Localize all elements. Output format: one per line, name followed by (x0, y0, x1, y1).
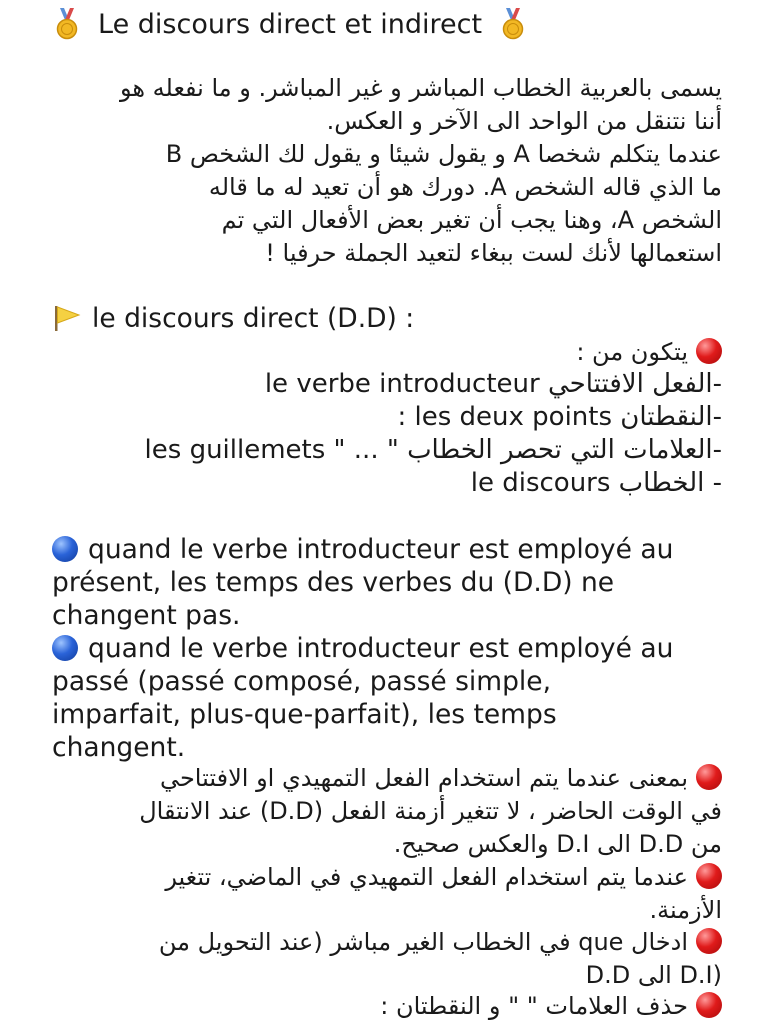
arabic-rule-line: من D.D الى D.I والعكس صحيح. (393, 830, 722, 858)
rule-line: changent pas. (52, 600, 241, 631)
arabic-rule-line: ادخال que في الخطاب الغير مباشر (عند التحويل من (159, 926, 722, 959)
arabic-rule-line: حذف العلامات " " و النقطتان : (380, 990, 722, 1023)
rule-line: imparfait, plus-que-parfait), les temps (52, 699, 557, 730)
title-text: Le discours direct et indirect (98, 8, 483, 40)
rule-line: quand le verbe introducteur est employé au (52, 632, 673, 665)
intro-line: ما الذي قاله الشخص A. دورك هو أن تعيد له ما قاله (208, 173, 722, 201)
blue-circle-icon (52, 635, 78, 661)
arabic-rule-line: في الوقت الحاضر ، لا تتغير أزمنة الفعل (D.D) عند الانتقال (139, 797, 722, 825)
red-circle-icon (696, 928, 722, 954)
intro-line: استعمالها لأنك لست ببغاء لتعيد الجملة حرفيا ! (265, 239, 722, 267)
medal-icon (54, 8, 80, 40)
component-item: -النقطتان les deux points : (397, 402, 722, 432)
red-circle-icon (696, 764, 722, 790)
section-heading (52, 302, 414, 335)
medal-icon (500, 8, 526, 40)
arabic-rule-line: بمعنى عندما يتم استخدام الفعل التمهيدي او الافتتاحي (160, 762, 722, 795)
rule-line: quand le verbe introducteur est employé au (52, 533, 673, 566)
composition-heading: يتكون من : (576, 336, 722, 369)
red-circle-icon (696, 338, 722, 364)
intro-line: أننا نتنقل من الواحد الى الآخر و العكس. (326, 107, 722, 135)
intro-line: عندما يتكلم شخصا A و يقول شيئا و يقول لك الشخص B (165, 140, 722, 168)
page-title (54, 4, 654, 44)
red-circle-icon (696, 863, 722, 889)
intro-line: يسمى بالعربية الخطاب المباشر و غير المباشر. و ما نفعله هو (119, 74, 722, 102)
blue-circle-icon (52, 536, 78, 562)
arabic-rule-line: D.D الى D.I) (585, 961, 722, 989)
rule-line: changent. (52, 732, 186, 763)
component-item: -الفعل الافتتاحي le verbe introducteur (264, 369, 722, 399)
component-item: -العلامات التي تحصر الخطاب " ... " les guillemets (144, 435, 722, 465)
section-heading-text: le discours direct (D.D) : (92, 303, 415, 334)
rule-line: présent, les temps des verbes du (D.D) ne (52, 567, 615, 598)
flag-icon (52, 303, 82, 333)
arabic-rule-line: عندما يتم استخدام الفعل التمهيدي في الماضي، تتغير (165, 861, 722, 894)
arabic-rule-line: الأزمنة. (649, 896, 722, 924)
component-item: - الخطاب le discours (470, 468, 722, 498)
intro-line: الشخص A، وهنا يجب أن تغير بعض الأفعال التي تم (221, 206, 722, 234)
red-circle-icon (696, 992, 722, 1018)
rule-line: passé (passé composé, passé simple, (52, 666, 552, 697)
